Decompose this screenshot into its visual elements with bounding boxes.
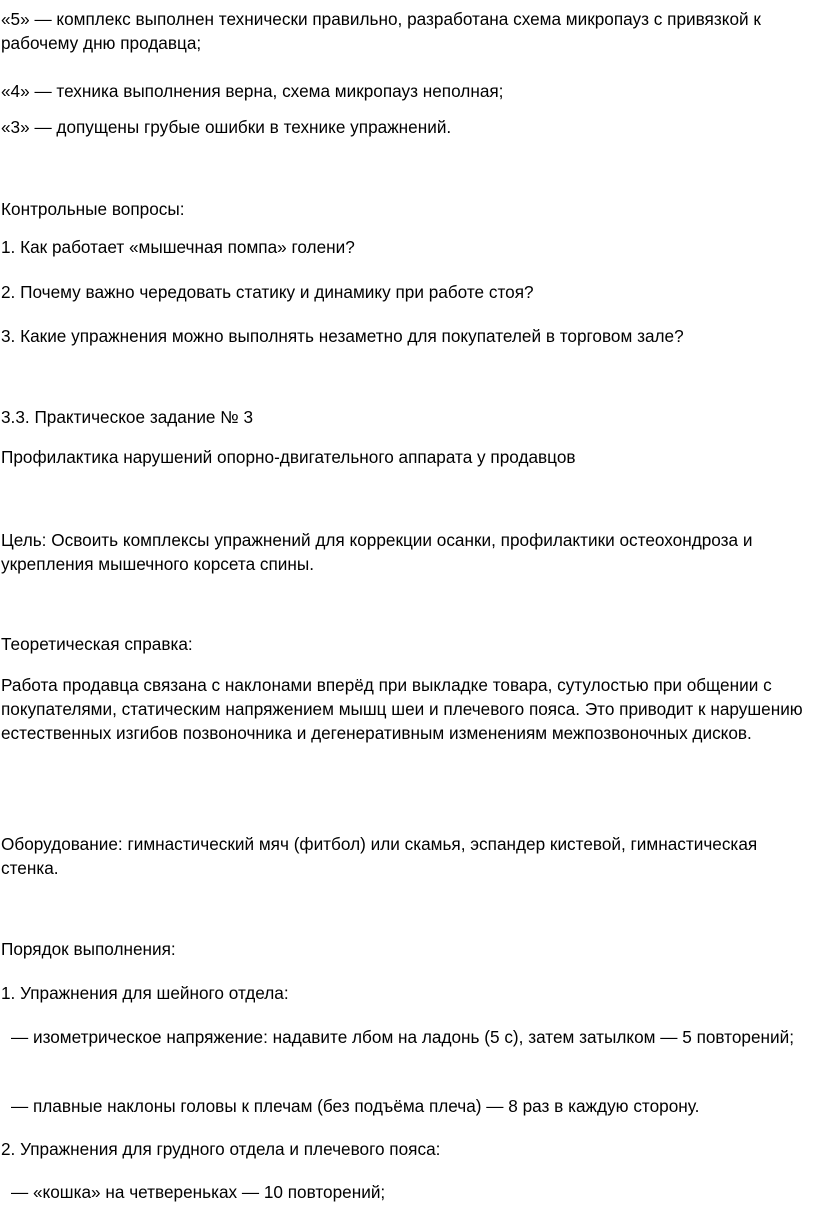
- theory-heading: Теоретическая справка:: [1, 634, 193, 654]
- control-question-2: 2. Почему важно чередовать статику и динамику при работе стоя?: [1, 282, 534, 302]
- step-2-item-a: — «кошка» на четвереньках — 10 повторений;: [11, 1182, 386, 1202]
- step-2-heading: 2. Упражнения для грудного отдела и плечевого пояса:: [1, 1139, 441, 1159]
- task-number: 3.3. Практическое задание № 3: [1, 407, 254, 427]
- task-goal: Цель: Освоить комплексы упражнений для коррекции осанки, профилактики остеохондроза и укрепления мышечного корсета спины.: [1, 530, 753, 574]
- control-question-3: 3. Какие упражнения можно выполнять незаметно для покупателей в торговом зале?: [1, 326, 684, 346]
- control-questions-heading: Контрольные вопросы:: [1, 199, 185, 219]
- grade-4-criterion: «4» — техника выполнения верна, схема микропауз неполная;: [1, 81, 504, 101]
- equipment: Оборудование: гимнастический мяч (фитбол) или скамья, эспандер кистевой, гимнастическая стенка.: [1, 834, 758, 878]
- theory-text: Работа продавца связана с наклонами вперёд при выкладке товара, сутулостью при общении с покупателями, статическим напряжением мышц шеи и плечевого пояса. Это приводит к нарушению естественных изгибов позвоночника и дегенеративным изменениям межпозвоночных дисков.: [1, 675, 803, 743]
- step-1-heading: 1. Упражнения для шейного отдела:: [1, 983, 289, 1003]
- procedure-heading: Порядок выполнения:: [1, 939, 176, 959]
- grade-5-criterion: «5» — комплекс выполнен технически правильно, разработана схема микропауз с привязкой к рабочему дню продавца;: [1, 9, 761, 53]
- task-title: Профилактика нарушений опорно-двигательного аппарата у продавцов: [1, 447, 576, 467]
- control-question-1: 1. Как работает «мышечная помпа» голени?: [1, 237, 355, 257]
- step-1-item-b: — плавные наклоны головы к плечам (без подъёма плеча) — 8 раз в каждую сторону.: [11, 1096, 700, 1116]
- grade-3-criterion: «3» — допущены грубые ошибки в технике упражнений.: [1, 117, 452, 137]
- step-1-item-a: — изометрическое напряжение: надавите лбом на ладонь (5 с), затем затылком — 5 повторений;: [11, 1027, 795, 1047]
